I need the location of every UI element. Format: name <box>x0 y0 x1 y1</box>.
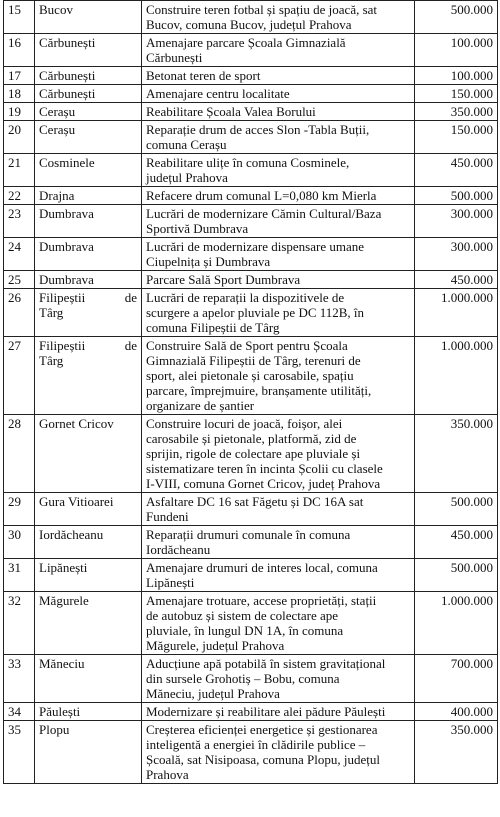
locality-cell <box>35 154 142 187</box>
row-number: 34 <box>4 703 35 721</box>
table-row <box>4 415 498 493</box>
locality-line: Târg <box>39 353 64 368</box>
table-row <box>4 703 498 721</box>
description-cell <box>142 526 415 559</box>
table-row <box>4 337 498 415</box>
locality-line: Cerașu <box>39 122 76 137</box>
row-number: 35 <box>4 721 35 784</box>
row-number: 21 <box>4 154 35 187</box>
locality-line: Cerașu <box>39 104 76 119</box>
description-line: carosabile și pietonale, platformă, zid de <box>146 431 357 446</box>
table-row <box>4 526 498 559</box>
locality-cell <box>35 34 142 67</box>
amount-value: 300.000 <box>415 205 498 238</box>
locality-line: Cărbunești <box>39 86 96 101</box>
amount-value: 500.000 <box>415 1 498 34</box>
amount-value: 350.000 <box>415 103 498 121</box>
description-line: Reabilitare Școala Valea Borului <box>146 104 316 119</box>
locality-line: Dumbrava <box>39 206 94 221</box>
locality-cell <box>35 289 142 337</box>
description-line: Gimnazială Filipeștii de Târg, terenuri de <box>146 353 361 368</box>
description-line: comuna Cerașu <box>146 137 227 152</box>
amount-value: 450.000 <box>415 526 498 559</box>
table-body <box>4 1 498 784</box>
description-line: Bucov, comuna Bucov, județul Prahova <box>146 17 352 32</box>
locality-cell <box>35 1 142 34</box>
table-row <box>4 289 498 337</box>
table-row <box>4 154 498 187</box>
description-line: de autobuz și sistem de colectare ape <box>146 608 339 623</box>
locality-line: Lipănești <box>39 560 88 575</box>
row-number: 32 <box>4 592 35 655</box>
amount-value: 150.000 <box>415 121 498 154</box>
description-line: Prahova <box>146 767 189 782</box>
locality-line: Plopu <box>39 722 70 737</box>
locality-cell <box>35 703 142 721</box>
description-cell <box>142 187 415 205</box>
locality-line: Cărbunești <box>39 68 96 83</box>
description-line: sprijin, rigole de colectare ape pluviale și <box>146 446 361 461</box>
locality-cell <box>35 721 142 784</box>
description-line: sport, alei pietonale și carosabile, spațiu <box>146 368 354 383</box>
description-cell <box>142 289 415 337</box>
table-row <box>4 592 498 655</box>
row-number: 26 <box>4 289 35 337</box>
table-row <box>4 559 498 592</box>
locality-cell <box>35 205 142 238</box>
description-line: Construire teren fotbal și spațiu de joacă, sat <box>146 2 378 17</box>
row-number: 18 <box>4 85 35 103</box>
row-number: 28 <box>4 415 35 493</box>
amount-value: 1.000.000 <box>415 337 498 415</box>
table-row <box>4 721 498 784</box>
amount-value: 450.000 <box>415 154 498 187</box>
row-number: 20 <box>4 121 35 154</box>
row-number: 31 <box>4 559 35 592</box>
description-cell <box>142 415 415 493</box>
description-line: Măneciu, județul Prahova <box>146 686 280 701</box>
description-line: Betonat teren de sport <box>146 68 261 83</box>
table-row <box>4 85 498 103</box>
table-row <box>4 238 498 271</box>
amount-value: 500.000 <box>415 559 498 592</box>
description-cell <box>142 592 415 655</box>
description-line: Fundeni <box>146 509 189 524</box>
row-number: 15 <box>4 1 35 34</box>
amount-value: 100.000 <box>415 34 498 67</box>
description-line: Amenajare drumuri de interes local, comuna <box>146 560 378 575</box>
description-line: Parcare Sală Sport Dumbrava <box>146 272 301 287</box>
row-number: 30 <box>4 526 35 559</box>
description-cell <box>142 154 415 187</box>
description-line: parcare, împrejmuire, branșamente utilități, <box>146 383 372 398</box>
amount-value: 700.000 <box>415 655 498 703</box>
locality-line: Măneciu <box>39 656 85 671</box>
description-line: Aducțiune apă potabilă în sistem gravitațional <box>146 656 386 671</box>
description-cell <box>142 34 415 67</box>
description-cell <box>142 655 415 703</box>
description-line: I-VIII, comuna Gornet Cricov, județ Prahova <box>146 476 381 491</box>
description-line: comuna Filipeștii de Târg <box>146 320 280 335</box>
locality-cell <box>35 415 142 493</box>
description-cell <box>142 559 415 592</box>
description-cell <box>142 721 415 784</box>
row-number: 25 <box>4 271 35 289</box>
amount-value: 400.000 <box>415 703 498 721</box>
locality-cell <box>35 526 142 559</box>
description-line: Lucrări de modernizare Cămin Cultural/Baza <box>146 206 382 221</box>
table-row <box>4 67 498 85</box>
locality-cell <box>35 103 142 121</box>
locality-cell <box>35 493 142 526</box>
description-cell <box>142 493 415 526</box>
locality-line: Drajna <box>39 188 75 203</box>
description-cell <box>142 67 415 85</box>
description-line: Reabilitare ulițe în comuna Cosminele, <box>146 155 350 170</box>
description-line: Amenajare parcare Școala Gimnazială <box>146 35 346 50</box>
amount-value: 300.000 <box>415 238 498 271</box>
table-row <box>4 493 498 526</box>
locality-line: Cosminele <box>39 155 95 170</box>
description-line: Școală, sat Nisipoasa, comuna Plopu, județul <box>146 752 380 767</box>
table-row <box>4 205 498 238</box>
locality-line: Gura Vitioarei <box>39 494 114 509</box>
table-row <box>4 655 498 703</box>
locality-line: Iordăcheanu <box>39 527 104 542</box>
description-line: Asfaltare DC 16 sat Făgetu și DC 16A sat <box>146 494 364 509</box>
description-cell <box>142 121 415 154</box>
locality-cell <box>35 337 142 415</box>
description-line: Construire locuri de joacă, foișor, alei <box>146 416 343 431</box>
description-line: Amenajare centru localitate <box>146 86 290 101</box>
row-number: 29 <box>4 493 35 526</box>
amount-value: 1.000.000 <box>415 592 498 655</box>
description-line: Măgurele, județul Prahova <box>146 638 285 653</box>
amount-value: 1.000.000 <box>415 289 498 337</box>
description-line: scurgere a apelor pluviale pe DC 112B, în <box>146 305 365 320</box>
description-line: Iordăcheanu <box>146 542 211 557</box>
table-row <box>4 34 498 67</box>
amount-value: 350.000 <box>415 721 498 784</box>
description-cell <box>142 1 415 34</box>
locality-cell <box>35 238 142 271</box>
description-line: Creșterea eficienței energetice și gestionarea <box>146 722 378 737</box>
amount-value: 150.000 <box>415 85 498 103</box>
locality-line: Cărbunești <box>39 35 96 50</box>
description-line: Amenajare trotuare, accese proprietăți, stații <box>146 593 377 608</box>
description-line: Cărbunești <box>146 50 203 65</box>
description-line: Reparație drum de acces Slon -Tabla Buții, <box>146 122 370 137</box>
locality-line: Bucov <box>39 2 73 17</box>
description-line: inteligentă a energiei în clădirile publice – <box>146 737 366 752</box>
row-number: 16 <box>4 34 35 67</box>
row-number: 27 <box>4 337 35 415</box>
locality-cell <box>35 85 142 103</box>
investment-table <box>3 0 498 784</box>
amount-value: 500.000 <box>415 187 498 205</box>
amount-value: 100.000 <box>415 67 498 85</box>
description-cell <box>142 205 415 238</box>
locality-cell <box>35 187 142 205</box>
locality-cell <box>35 655 142 703</box>
amount-value: 500.000 <box>415 493 498 526</box>
description-line: Construire Sală de Sport pentru Școala <box>146 338 348 353</box>
table-row <box>4 1 498 34</box>
table-row <box>4 103 498 121</box>
table-row <box>4 121 498 154</box>
description-line: din sursele Grohotiș – Bobu, comuna <box>146 671 340 686</box>
row-number: 17 <box>4 67 35 85</box>
table-row <box>4 271 498 289</box>
description-line: Lipănești <box>146 575 195 590</box>
locality-line: Târg <box>39 305 64 320</box>
table-row <box>4 187 498 205</box>
row-number: 22 <box>4 187 35 205</box>
locality-line: Filipeștii de <box>39 338 137 353</box>
locality-cell <box>35 121 142 154</box>
description-cell <box>142 103 415 121</box>
description-line: organizare de șantier <box>146 398 255 413</box>
description-line: Reparații drumuri comunale în comuna <box>146 527 351 542</box>
row-number: 19 <box>4 103 35 121</box>
description-cell <box>142 337 415 415</box>
description-line: Modernizare și reabilitare alei pădure Păulești <box>146 704 386 719</box>
locality-line: Dumbrava <box>39 272 94 287</box>
locality-line: Filipeștii de <box>39 290 137 305</box>
description-cell <box>142 238 415 271</box>
locality-line: Păulești <box>39 704 81 719</box>
description-cell <box>142 703 415 721</box>
locality-cell <box>35 559 142 592</box>
row-number: 23 <box>4 205 35 238</box>
amount-value: 450.000 <box>415 271 498 289</box>
row-number: 33 <box>4 655 35 703</box>
description-line: pluviale, în lungul DN 1A, în comuna <box>146 623 344 638</box>
description-line: Ciupelnița și Dumbrava <box>146 254 271 269</box>
description-cell <box>142 85 415 103</box>
locality-cell <box>35 67 142 85</box>
description-line: Sportivă Dumbrava <box>146 221 249 236</box>
description-cell <box>142 271 415 289</box>
locality-line: Gornet Cricov <box>39 416 114 431</box>
locality-cell <box>35 271 142 289</box>
description-line: Refacere drum comunal L=0,080 km Mierla <box>146 188 377 203</box>
locality-cell <box>35 592 142 655</box>
description-line: Lucrări de reparații la dispozitivele de <box>146 290 345 305</box>
description-line: sistematizare teren în incinta Școlii cu clasele <box>146 461 383 476</box>
description-line: Lucrări de modernizare dispensare umane <box>146 239 365 254</box>
locality-line: Măgurele <box>39 593 89 608</box>
locality-line: Dumbrava <box>39 239 94 254</box>
description-line: județul Prahova <box>146 170 228 185</box>
row-number: 24 <box>4 238 35 271</box>
amount-value: 350.000 <box>415 415 498 493</box>
